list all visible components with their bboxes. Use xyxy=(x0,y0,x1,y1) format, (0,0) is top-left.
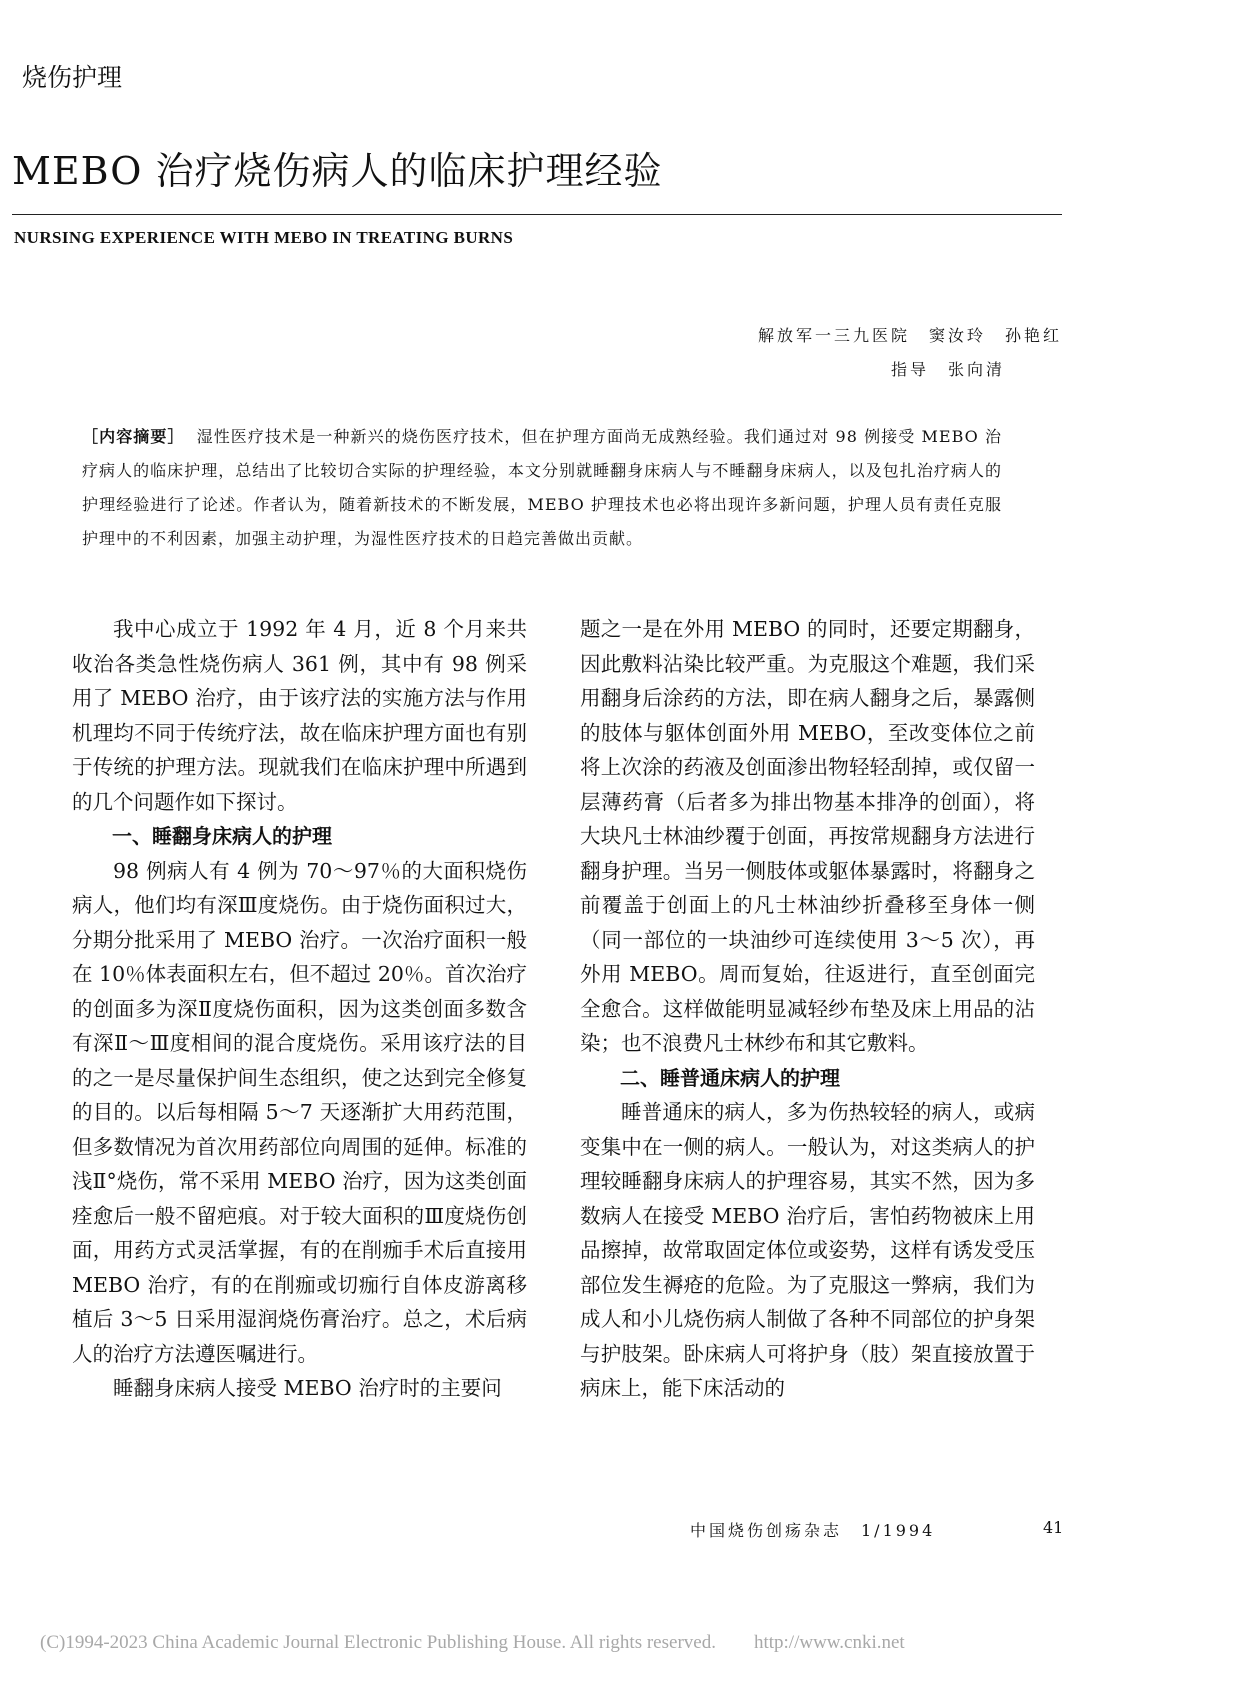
section-label: 烧伤护理 xyxy=(22,63,123,92)
body-paragraph: 题之一是在外用 MEBO 的同时，还要定期翻身，因此敷料沾染比较严重。为克服这个难题，我们采用翻身后涂药的方法，即在病人翻身之后，暴露侧的肢体与躯体创面外用 MEBO，至改变体位之前将上次涂的药液及创面渗出物轻轻刮掉，或仅留一层薄药膏（后者多为排出物基本排净的创面），将大块凡士林油纱覆于创面，再按常规翻身方法进行翻身护理。当另一侧肢体或躯体暴露时，将翻身之前覆盖于创面上的凡士林油纱折叠移至身体一侧（同一部位的一块油纱可连续使用 3～5 次），再外用 MEBO。周而复始，往返进行，直至创面完全愈合。这样做能明显减轻纱布垫及床上用品的沾染；也不浪费凡士林纱布和其它敷料。 xyxy=(580,617,1035,1055)
body-paragraph: 睡普通床的病人，多为伤热较轻的病人，或病变集中在一侧的病人。一般认为，对这类病人的护理较睡翻身床病人的护理容易，其实不然，因为多数病人在接受 MEBO 治疗后，害怕药物被床上用品擦掉，故常取固定体位或姿势，这样有诱发受压部位发生褥疮的危险。为了克服这一弊病，我们为成人和小儿烧伤病人制做了各种不同部位的护身架与护肢架。卧床病人可将护身（肢）架直接放置于病床上，能下床活动的 xyxy=(580,1100,1035,1400)
abstract xyxy=(82,420,1002,556)
article-title: MEBO 治疗烧伤病人的临床护理经验 xyxy=(12,149,663,193)
abstract-label: ［内容摘要］ xyxy=(82,427,185,446)
section-heading-2: 二、睡普通床病人的护理 xyxy=(620,1065,840,1090)
english-title: NURSING EXPERIENCE WITH MEBO IN TREATING BURNS xyxy=(14,228,514,247)
title-rule xyxy=(12,214,1062,215)
section-heading-1: 一、睡翻身床病人的护理 xyxy=(112,824,332,848)
journal-name: 中国烧伤创疡杂志 1/1994 xyxy=(690,1521,936,1540)
intro-paragraph: 我中心成立于 1992 年 4 月，近 8 个月来共收治各类急性烧伤病人 361 例，其中有 98 例采用了 MEBO 治疗，由于该疗法的实施方法与作用机理均不同于传统疗法，故在临床护理方面也有别于传统的护理方法。现就我们在临床护理中所遇到的几个问题作如下探讨。 xyxy=(72,617,527,814)
left-column xyxy=(72,612,527,1406)
right-column xyxy=(580,612,1035,1406)
abstract-text: 湿性医疗技术是一种新兴的烧伤医疗技术，但在护理方面尚无成熟经验。我们通过对 98 例接受 MEBO 治疗病人的临床护理，总结出了比较切合实际的护理经验，本文分别就睡翻身床病人与不睡翻身床病人，以及包扎治疗病人的护理经验进行了论述。作者认为，随着新技术的不断发展，MEBO 护理技术也必将出现许多新问题，护理人员有责任克服护理中的不利因素，加强主动护理，为湿性医疗技术的日趋完善做出贡献。 xyxy=(82,427,1002,548)
author-affiliation: 解放军一三九医院 窦汝玲 孙艳红 xyxy=(757,326,1062,345)
copyright-footer: (C)1994-2023 China Academic Journal Electronic Publishing House. All rights reserved. http://www.cnki.net xyxy=(40,1632,905,1653)
author-advisor: 指导 张向清 xyxy=(890,360,1005,379)
body-paragraph: 98 例病人有 4 例为 70～97％的大面积烧伤病人，他们均有深Ⅲ度烧伤。由于烧伤面积过大，分期分批采用了 MEBO 治疗。一次治疗面积一般在 10％体表面积左右，但不超过 20％。首次治疗的创面多为深Ⅱ度烧伤面积，因为这类创面多数含有深Ⅱ～Ⅲ度相间的混合度烧伤。采用该疗法的目的之一是尽量保护间生态组织，使之达到完全修复的目的。以后每相隔 5～7 天逐渐扩大用药范围，但多数情况为首次用药部位向周围的延伸。标准的浅Ⅱ°烧伤，常不采用 MEBO 治疗，因为这类创面痊愈后一般不留疤痕。对于较大面积的Ⅲ度烧伤创面，用药方式灵活掌握，有的在削痂手术后直接用 MEBO 治疗，有的在削痂或切痂行自体皮游离移植后 3～5 日采用湿润烧伤膏治疗。总之，术后病人的治疗方法遵医嘱进行。 xyxy=(72,858,527,1366)
page-number: 41 xyxy=(1043,1518,1064,1537)
body-paragraph: 睡翻身床病人接受 MEBO 治疗时的主要问 xyxy=(113,1376,502,1400)
